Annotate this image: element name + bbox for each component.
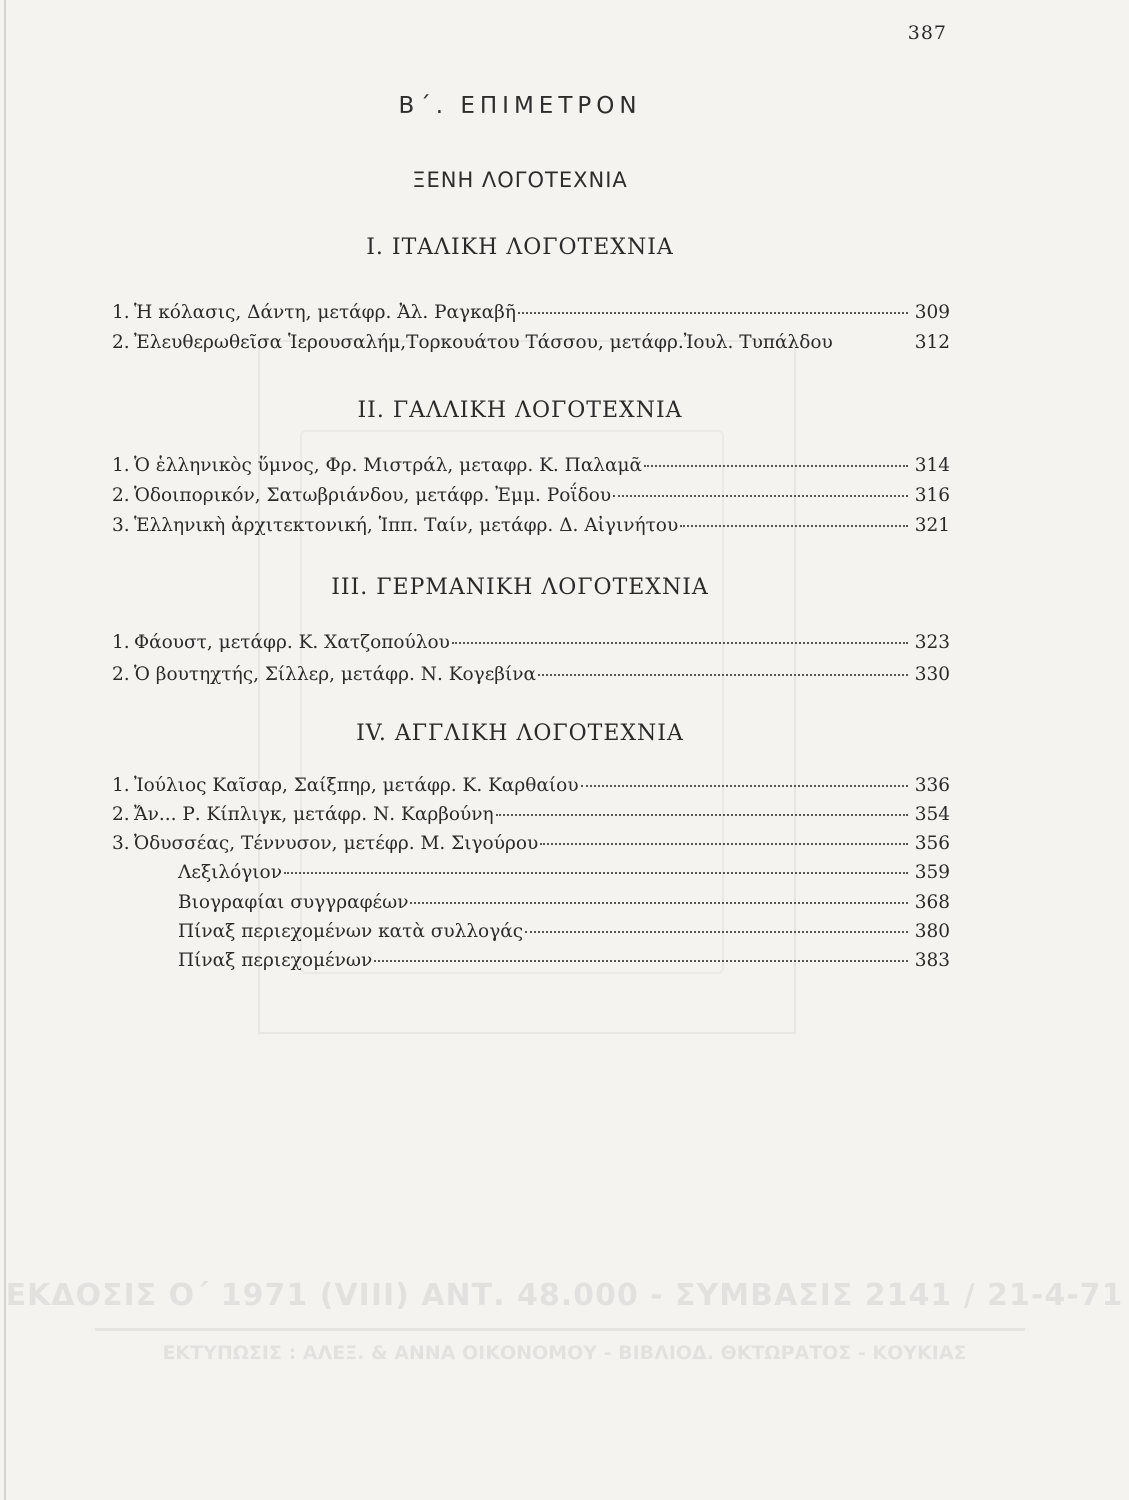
toc-entry <box>112 775 950 803</box>
toc-entry <box>112 632 950 660</box>
entry-number: 3. <box>112 833 130 854</box>
toc-appendix-entry <box>178 892 950 920</box>
dot-leader <box>496 814 908 816</box>
entry-number: 2. <box>112 664 130 685</box>
entry-text: Ἰούλιος Καῖσαρ, Σαίξπηρ, μετάφρ. Κ. Καρθαίου <box>134 775 579 796</box>
toc-appendix-entry <box>178 921 950 949</box>
entry-text: Ἄν... Ρ. Κίπλιγκ, μετάφρ. Ν. Καρβούνη <box>134 804 494 825</box>
entry-page: 383 <box>914 950 950 971</box>
page-edge-shadow <box>4 0 6 1500</box>
section-title-italian: Ι. ΙΤΑΛΙΚΗ ΛΟΓΟΤΕΧΝΙΑ <box>366 235 674 260</box>
toc-appendix-entry <box>178 950 950 978</box>
entry-text: Πίναξ περιεχομένων <box>178 950 373 971</box>
dot-leader <box>644 465 908 467</box>
entry-text: Ὀδυσσέας, Τέννυσον, μετέφρ. Μ. Σιγούρου <box>134 833 539 854</box>
entry-number: 2. <box>112 332 130 353</box>
entry-text: Ὁ βουτηχτής, Σίλλερ, μετάφρ. Ν. Κογεβίνα <box>134 664 536 685</box>
toc-entry <box>112 833 950 861</box>
dot-leader <box>452 642 908 644</box>
section-title-english: ΙV. ΑΓΓΛΙΚΗ ΛΟΓΟΤΕΧΝΙΑ <box>356 721 684 746</box>
toc-entry <box>112 804 950 832</box>
toc-appendix-entry <box>178 862 950 890</box>
entry-number: 2. <box>112 804 130 825</box>
entry-text: Ἐλευθερωθεῖσα Ἱερουσαλήμ,Τορκουάτου Τάσσου, μετάφρ.Ἰουλ. Τυπάλδου <box>134 332 833 353</box>
entry-number: 1. <box>112 455 130 476</box>
page-title: Β΄. ΕΠΙΜΕΤΡΟΝ <box>398 93 642 119</box>
dot-leader <box>518 312 908 314</box>
dot-leader <box>410 902 908 904</box>
toc-entry <box>112 455 950 483</box>
entry-page: 330 <box>914 664 950 685</box>
entry-number: 1. <box>112 632 130 653</box>
entry-page: 356 <box>914 833 950 854</box>
entry-text: Ὁδοιπορικόν, Σατωβριάνδου, μετάφρ. Ἐμμ. Ροΐδου <box>134 485 612 506</box>
page-number: 387 <box>907 22 947 44</box>
entry-number: 1. <box>112 302 130 323</box>
page-subtitle: ΞΕΝΗ ΛΟΓΟΤΕΧΝΙΑ <box>412 168 628 192</box>
entry-page: 309 <box>914 302 950 323</box>
dot-leader <box>540 843 908 845</box>
toc-entry <box>112 485 950 513</box>
entry-page: 316 <box>914 485 950 506</box>
footer-edition-line: ΕΚΔΟΣΙΣ Ο΄ 1971 (VIII) ΑΝΤ. 48.000 - ΣΥΜΒΑΣΙΣ 2141 / 21-4-71 <box>5 1278 1124 1313</box>
entry-text: Ἡ κόλασις, Δάντη, μετάφρ. Ἀλ. Ραγκαβῆ <box>134 302 516 323</box>
footer-rule <box>95 1328 1025 1331</box>
entry-text: Λεξιλόγιον <box>178 862 282 883</box>
entry-page: 314 <box>914 455 950 476</box>
entry-text: Ἑλληνικὴ ἀρχιτεκτονική, Ἱππ. Ταίν, μετάφρ. Δ. Αἰγινήτου <box>134 515 679 536</box>
entry-page: 359 <box>914 862 950 883</box>
entry-page: 323 <box>914 632 950 653</box>
toc-entry <box>112 664 950 692</box>
entry-page: 321 <box>914 515 950 536</box>
dot-leader <box>613 495 908 497</box>
toc-entry <box>112 515 950 543</box>
entry-text: Πίναξ περιεχομένων κατὰ συλλογάς <box>178 921 524 942</box>
entry-text: Βιογραφίαι συγγραφέων <box>178 892 409 913</box>
dot-leader <box>525 931 908 933</box>
entry-page: 312 <box>914 332 950 353</box>
toc-entry <box>112 332 950 360</box>
section-title-german: ΙΙΙ. ΓΕΡΜΑΝΙΚΗ ΛΟΓΟΤΕΧΝΙΑ <box>331 575 709 600</box>
dot-leader <box>680 525 908 527</box>
dot-leader <box>538 674 908 676</box>
entry-page: 380 <box>914 921 950 942</box>
entry-text: Ὁ ἑλληνικὸς ὕμνος, Φρ. Μιστράλ, μεταφρ. Κ. Παλαμᾶ <box>134 455 643 476</box>
entry-number: 3. <box>112 515 130 536</box>
entry-number: 2. <box>112 485 130 506</box>
dot-leader <box>284 872 908 874</box>
footer-printer-line: ΕΚΤΥΠΩΣΙΣ : ΑΛΕΞ. & ΑΝΝΑ ΟΙΚΟΝΟΜΟΥ - ΒΙΒΛΙΟΔ. ΘΚΤΩΡΑΤΟΣ - ΚΟΥΚΙΑΣ <box>162 1342 967 1364</box>
dot-leader <box>581 785 908 787</box>
entry-page: 368 <box>914 892 950 913</box>
dot-leader <box>374 960 908 962</box>
section-title-french: ΙΙ. ΓΑΛΛΙΚΗ ΛΟΓΟΤΕΧΝΙΑ <box>357 398 683 423</box>
entry-number: 1. <box>112 775 130 796</box>
toc-entry <box>112 302 950 330</box>
entry-text: Φάουστ, μετάφρ. Κ. Χατζοπούλου <box>134 632 450 653</box>
entry-page: 336 <box>914 775 950 796</box>
entry-page: 354 <box>914 804 950 825</box>
